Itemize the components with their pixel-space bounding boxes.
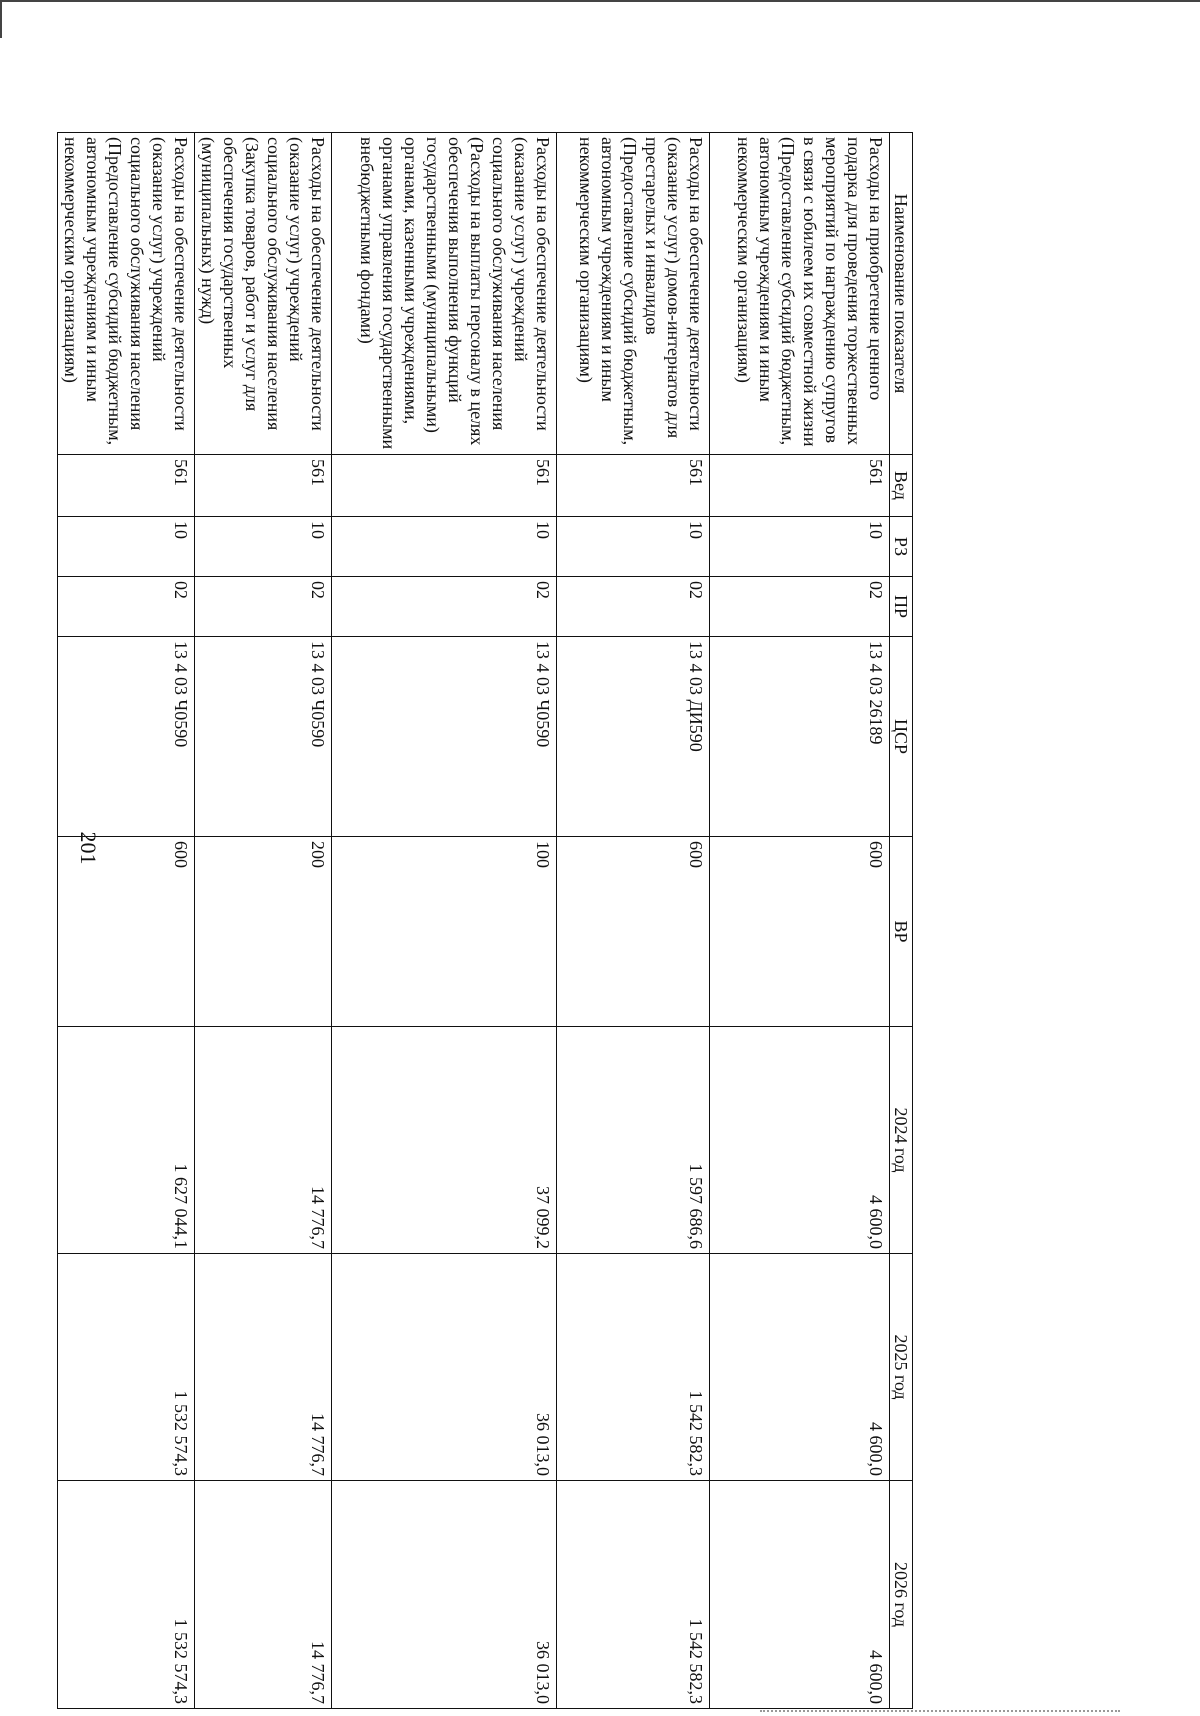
row-ved: 561 <box>58 455 195 517</box>
header-pr: ПР <box>890 577 913 637</box>
row-2026: 14 776,7 <box>195 1481 332 1709</box>
row-ved: 561 <box>332 455 557 517</box>
row-pr: 02 <box>195 577 332 637</box>
row-2024: 1 627 044,1 <box>58 1027 195 1254</box>
page-number: 201 <box>76 831 101 865</box>
row-ved: 561 <box>710 455 890 517</box>
row-2026: 1 542 582,3 <box>557 1481 710 1709</box>
row-pr: 02 <box>710 577 890 637</box>
row-2025: 1 532 574,3 <box>58 1254 195 1481</box>
row-vr: 600 <box>710 837 890 1027</box>
scan-edge-left <box>0 0 2 38</box>
row-2025: 4 600,0 <box>710 1254 890 1481</box>
budget-table <box>57 132 913 1709</box>
row-rz: 10 <box>58 517 195 577</box>
row-2024: 4 600,0 <box>710 1027 890 1254</box>
header-2025: 2025 год <box>890 1254 913 1481</box>
row-name: Расходы на обеспечение деятельности (оказание услуг) учреждений социального обслуживания населения (Расходы на выплаты персоналу в целях обеспечения выполнения функций государственными (муниципальными) органами, казенными учреждениями, органами управления государственными внебюджетными фондами) <box>332 133 557 455</box>
row-rz: 10 <box>195 517 332 577</box>
row-csr: 13 4 03 ДИ590 <box>557 637 710 837</box>
table-row <box>557 133 710 1709</box>
header-2026: 2026 год <box>890 1481 913 1709</box>
row-name: Расходы на обеспечение деятельности (оказание услуг) домов-интернатов для престарелых и инвалидов (Предоставление субсидий бюджетным, автономным учреждениям и иным некоммерческим организациям) <box>557 133 710 455</box>
row-pr: 02 <box>332 577 557 637</box>
row-vr: 100 <box>332 837 557 1027</box>
row-name: Расходы на обеспечение деятельности (оказание услуг) учреждений социального обслуживания населения (Закупка товаров, работ и услуг для обеспечения государственных (муниципальных) нужд) <box>195 133 332 455</box>
scan-edge-top <box>0 0 1200 2</box>
row-vr: 600 <box>557 837 710 1027</box>
row-pr: 02 <box>557 577 710 637</box>
header-rz: РЗ <box>890 517 913 577</box>
row-ved: 561 <box>557 455 710 517</box>
header-vr: ВР <box>890 837 913 1027</box>
row-2026: 36 013,0 <box>332 1481 557 1709</box>
row-vr: 600 <box>58 837 195 1027</box>
scan-footer-dots <box>760 1710 1120 1714</box>
row-name: Расходы на обеспечение деятельности (оказание услуг) учреждений социального обслуживания населения (Предоставление субсидий бюджетным, автономным учреждениям и иным некоммерческим организациям) <box>58 133 195 455</box>
table-row <box>195 133 332 1709</box>
row-2024: 1 597 686,6 <box>557 1027 710 1254</box>
row-rz: 10 <box>710 517 890 577</box>
table-row <box>58 133 195 1709</box>
row-pr: 02 <box>58 577 195 637</box>
header-2024: 2024 год <box>890 1027 913 1254</box>
header-csr: ЦСР <box>890 637 913 837</box>
row-ved: 561 <box>195 455 332 517</box>
row-2026: 1 532 574,3 <box>58 1481 195 1709</box>
row-vr: 200 <box>195 837 332 1027</box>
row-2025: 14 776,7 <box>195 1254 332 1481</box>
header-ved: Вед <box>890 455 913 517</box>
row-name: Расходы на приобретение ценного подарка для проведения торжественных мероприятий по награждению супругов в связи с юбилеем их совместной жизни (Предоставление субсидий бюджетным, автономным учреждениям и иным некоммерческим организациям) <box>710 133 890 455</box>
row-rz: 10 <box>557 517 710 577</box>
table-header-row <box>890 133 913 1709</box>
row-2025: 1 542 582,3 <box>557 1254 710 1481</box>
row-csr: 13 4 03 Ч0590 <box>332 637 557 837</box>
table-row <box>710 133 890 1709</box>
header-name: Наименование показателя <box>890 133 913 455</box>
row-2025: 36 013,0 <box>332 1254 557 1481</box>
table-row <box>332 133 557 1709</box>
row-2024: 14 776,7 <box>195 1027 332 1254</box>
row-csr: 13 4 03 Ч0590 <box>58 637 195 837</box>
row-rz: 10 <box>332 517 557 577</box>
row-2026: 4 600,0 <box>710 1481 890 1709</box>
row-2024: 37 099,2 <box>332 1027 557 1254</box>
row-csr: 13 4 03 26189 <box>710 637 890 837</box>
row-csr: 13 4 03 Ч0590 <box>195 637 332 837</box>
